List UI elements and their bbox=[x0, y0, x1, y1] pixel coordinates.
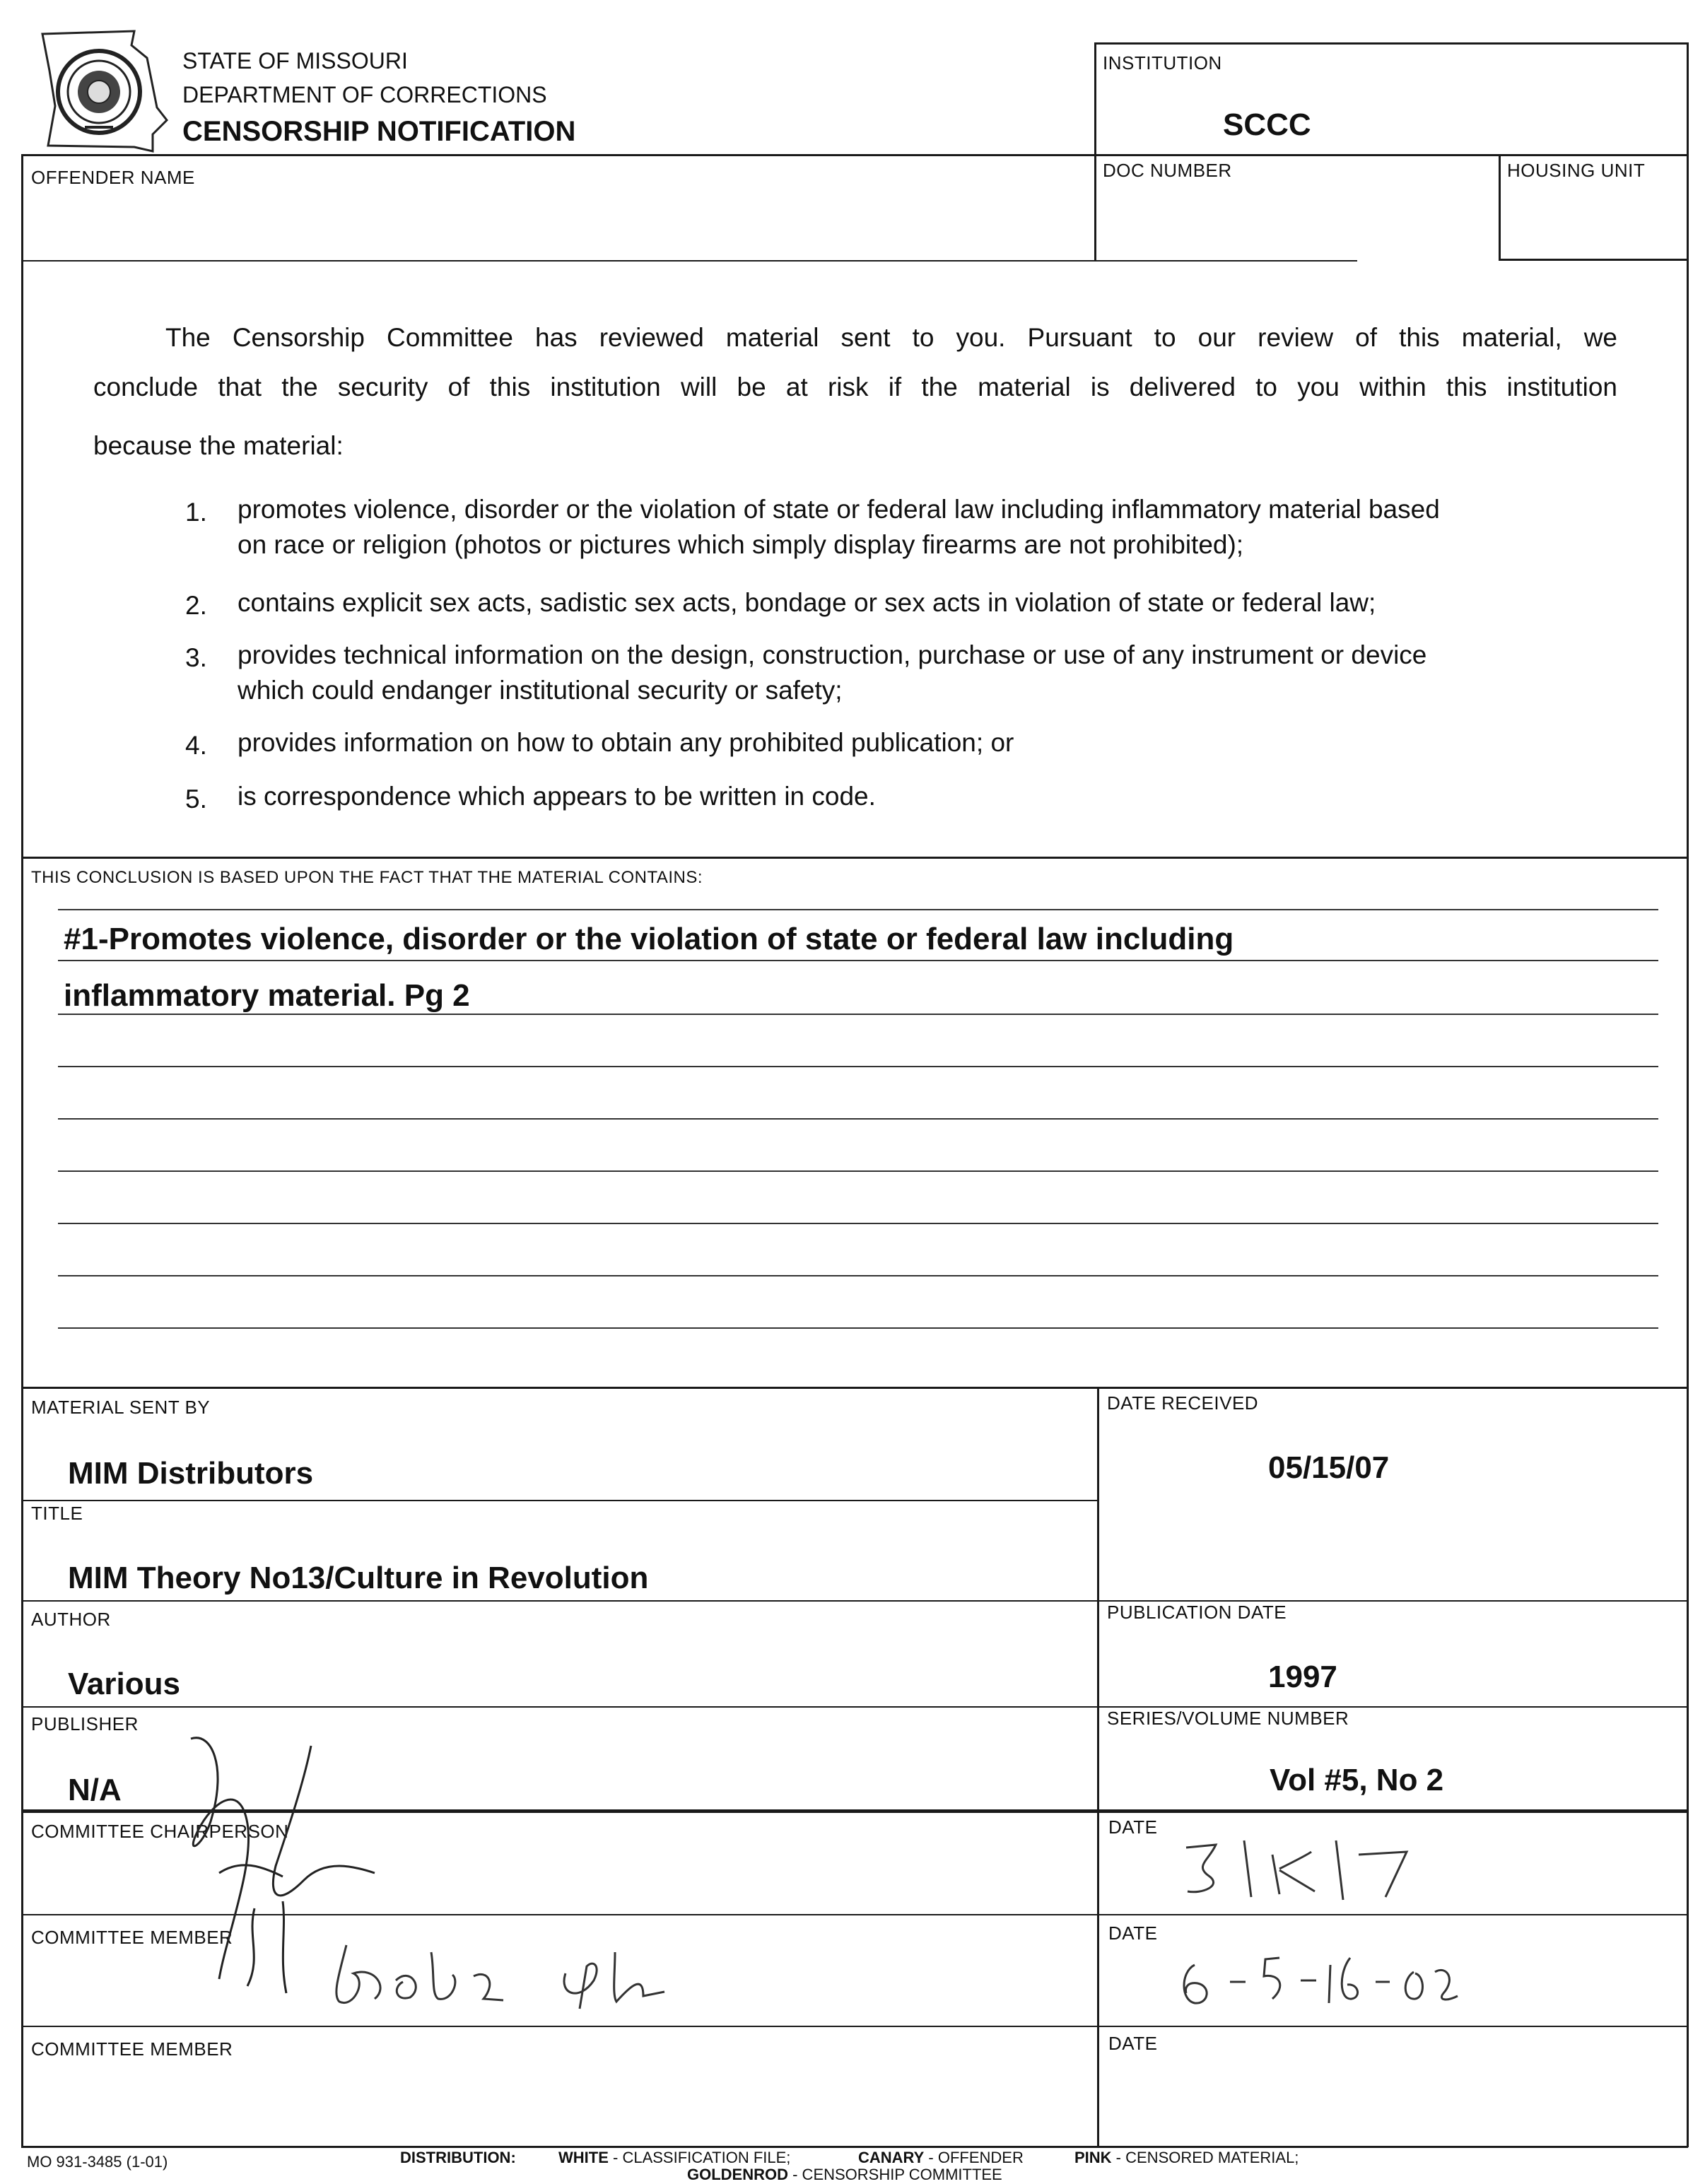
form-title: CENSORSHIP NOTIFICATION bbox=[182, 116, 576, 147]
conclusion-rule bbox=[58, 960, 1658, 961]
series-volume-label: SERIES/VOLUME NUMBER bbox=[1107, 1708, 1349, 1729]
criterion-3-number: 3. bbox=[185, 643, 207, 672]
conclusion-label: THIS CONCLUSION IS BASED UPON THE FACT THAT THE MATERIAL CONTAINS: bbox=[31, 868, 703, 887]
title-value[interactable]: MIM Theory No13/Culture in Revolution bbox=[68, 1561, 649, 1595]
committee-member-2-label: COMMITTEE MEMBER bbox=[31, 2038, 233, 2060]
member-1-date-label: DATE bbox=[1108, 1922, 1158, 1944]
goldenrod-copy-label: GOLDENROD bbox=[687, 2166, 788, 2183]
material-sent-by-value[interactable]: MIM Distributors bbox=[68, 1456, 314, 1491]
conclusion-rule bbox=[58, 1170, 1658, 1172]
goldenrod-copy-text: - CENSORSHIP COMMITTEE bbox=[788, 2166, 1002, 2183]
conclusion-rule bbox=[58, 1327, 1658, 1329]
title-row-bottom bbox=[21, 1600, 1688, 1602]
conclusion-rule bbox=[58, 1066, 1658, 1067]
committee-chairperson-label: COMMITTEE CHAIRPERSON bbox=[31, 1821, 289, 1842]
distribution-canary bbox=[858, 2149, 1024, 2167]
housing-unit-label: HOUSING UNIT bbox=[1507, 160, 1646, 181]
member-2-date-label: DATE bbox=[1108, 2033, 1158, 2054]
date-received-label: DATE RECEIVED bbox=[1107, 1392, 1259, 1414]
form-bottom-border bbox=[21, 2146, 1688, 2148]
offender-name-field[interactable] bbox=[31, 198, 1077, 254]
distribution-goldenrod bbox=[687, 2166, 1002, 2184]
conclusion-rule bbox=[58, 909, 1658, 910]
conclusion-rule bbox=[58, 1014, 1658, 1015]
form-right-border bbox=[1687, 154, 1689, 2147]
criterion-2-number: 2. bbox=[185, 591, 207, 620]
institution-label: INSTITUTION bbox=[1103, 52, 1222, 74]
distribution-white bbox=[558, 2149, 790, 2167]
criterion-1-number: 1. bbox=[185, 498, 207, 527]
notice-line-3: because the material: bbox=[93, 431, 344, 460]
conclusion-line-2: inflammatory material. Pg 2 bbox=[64, 978, 470, 1013]
author-value[interactable]: Various bbox=[68, 1667, 180, 1701]
criterion-1-line-2: on race or religion (photos or pictures which simply display firearms are not prohibited); bbox=[238, 530, 1244, 559]
notice-line-2: conclude that the security of this institution will be at risk if the material is delivered to you within this institution bbox=[93, 372, 1617, 401]
doc-column-divider bbox=[1094, 154, 1096, 260]
institution-box-top bbox=[1094, 42, 1688, 45]
white-copy-text: - CLASSIFICATION FILE; bbox=[608, 2149, 791, 2166]
doc-number-label: DOC NUMBER bbox=[1103, 160, 1232, 181]
criterion-1-line-1: promotes violence, disorder or the violation of state or federal law including inflammatory material based bbox=[238, 495, 1440, 524]
white-copy-label: WHITE bbox=[558, 2149, 609, 2166]
institution-value: SCCC bbox=[1223, 107, 1311, 142]
form-top-border bbox=[21, 154, 1688, 156]
publication-date-label: PUBLICATION DATE bbox=[1107, 1602, 1287, 1623]
housing-unit-field[interactable] bbox=[1507, 191, 1677, 247]
date-received-value[interactable]: 05/15/07 bbox=[1268, 1450, 1390, 1485]
notice-line-1: The Censorship Committee has reviewed material sent to you. Pursuant to our review of this material, we bbox=[165, 323, 1617, 352]
author-label: AUTHOR bbox=[31, 1609, 111, 1630]
member-1-date-handwritten bbox=[1166, 1937, 1463, 2014]
header-state: STATE OF MISSOURI bbox=[182, 48, 408, 74]
publication-date-value[interactable]: 1997 bbox=[1268, 1660, 1337, 1694]
criterion-5-number: 5. bbox=[185, 785, 207, 814]
form-number: MO 931-3485 (1-01) bbox=[27, 2153, 168, 2171]
criterion-2-line-1: contains explicit sex acts, sadistic sex acts, bondage or sex acts in violation of state or federal law; bbox=[238, 588, 1376, 617]
pink-copy-label: PINK bbox=[1074, 2149, 1112, 2166]
publisher-label: PUBLISHER bbox=[31, 1713, 139, 1734]
committee-member-1-label: COMMITTEE MEMBER bbox=[31, 1927, 233, 1948]
pink-copy-text: - CENSORED MATERIAL; bbox=[1111, 2149, 1299, 2166]
distribution-pink bbox=[1074, 2149, 1299, 2167]
member-1-signature bbox=[311, 1931, 749, 2016]
missouri-state-outline bbox=[28, 21, 170, 155]
chairperson-date-handwritten bbox=[1173, 1826, 1428, 1904]
canary-copy-text: - OFFENDER bbox=[924, 2149, 1024, 2166]
conclusion-section-bottom bbox=[21, 1387, 1688, 1389]
member-1-row-bottom bbox=[21, 2026, 1688, 2027]
criterion-3-line-1: provides technical information on the design, construction, purchase or use of any instrument or device bbox=[238, 640, 1427, 669]
offender-row-bottom-right bbox=[1499, 259, 1688, 261]
chairperson-date-label: DATE bbox=[1108, 1816, 1158, 1838]
sent-by-row-bottom bbox=[21, 1500, 1098, 1501]
notice-section-bottom bbox=[21, 857, 1688, 859]
conclusion-rule bbox=[58, 1118, 1658, 1120]
offender-row-bottom bbox=[21, 260, 1357, 262]
conclusion-rule bbox=[58, 1275, 1658, 1276]
housing-column-divider bbox=[1499, 154, 1501, 260]
conclusion-line-1: #1-Promotes violence, disorder or the violation of state or federal law including bbox=[64, 922, 1234, 956]
author-row-bottom bbox=[21, 1706, 1688, 1708]
criterion-4-line-1: provides information on how to obtain any prohibited publication; or bbox=[238, 728, 1014, 757]
doc-number-field[interactable] bbox=[1103, 191, 1484, 247]
publisher-value[interactable]: N/A bbox=[68, 1773, 122, 1807]
canary-copy-label: CANARY bbox=[858, 2149, 925, 2166]
distribution-label: DISTRIBUTION: bbox=[400, 2149, 516, 2166]
conclusion-rule bbox=[58, 1223, 1658, 1224]
series-volume-value[interactable]: Vol #5, No 2 bbox=[1270, 1763, 1444, 1797]
criterion-3-line-2: which could endanger institutional security or safety; bbox=[238, 676, 843, 705]
title-label: TITLE bbox=[31, 1503, 83, 1524]
material-sent-by-label: MATERIAL SENT BY bbox=[31, 1397, 211, 1418]
form-left-border bbox=[21, 154, 23, 2147]
header-department: DEPARTMENT OF CORRECTIONS bbox=[182, 82, 547, 107]
offender-name-label: OFFENDER NAME bbox=[31, 167, 195, 188]
criterion-5-line-1: is correspondence which appears to be written in code. bbox=[238, 782, 876, 811]
criterion-4-number: 4. bbox=[185, 731, 207, 760]
